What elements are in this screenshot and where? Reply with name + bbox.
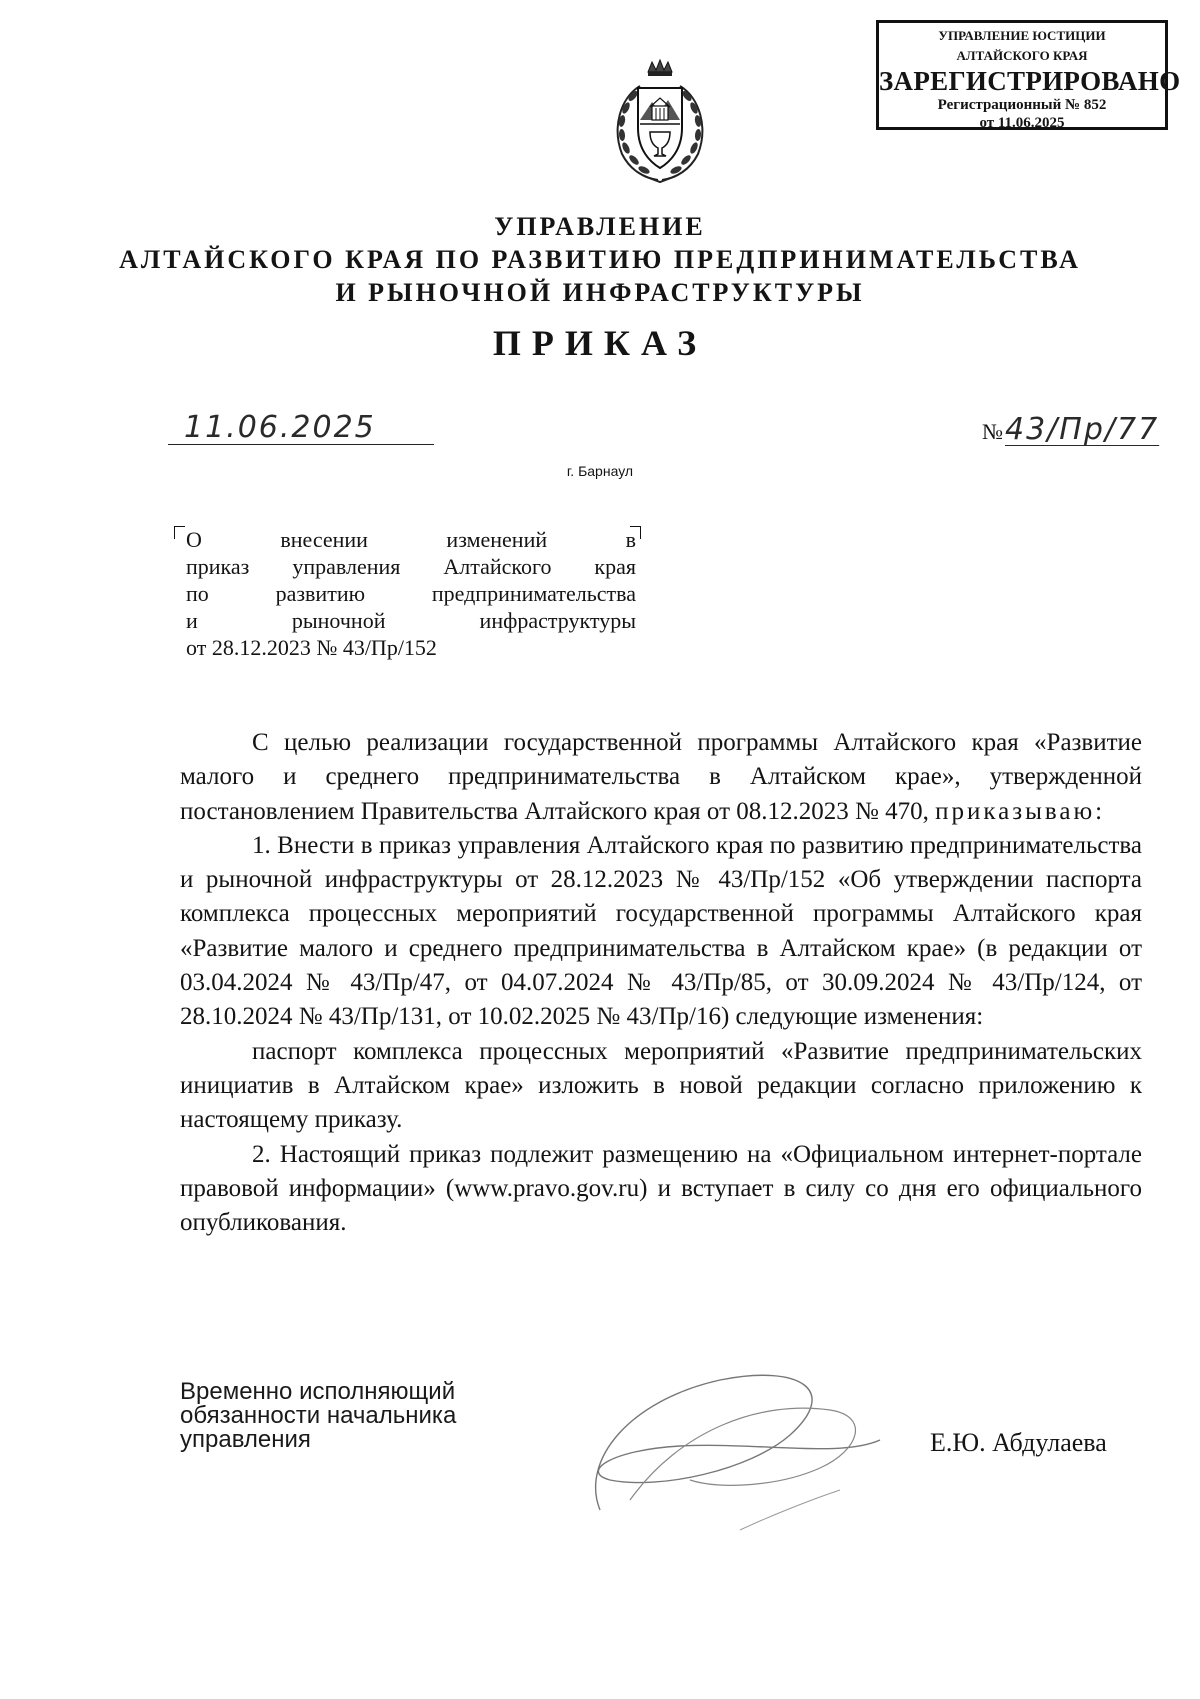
order-date-handwritten: 11.06.2025 <box>184 410 376 445</box>
signer-position-line3: управления <box>180 1426 311 1453</box>
subject-line-4: и рыночной инфраструктуры <box>186 608 636 633</box>
handwritten-signature <box>540 1340 940 1540</box>
stamp-org-line2: АЛТАЙСКОГО КРАЯ <box>956 48 1088 63</box>
stamp-reg-line <box>879 96 1165 114</box>
registration-stamp <box>876 20 1181 131</box>
order-number-handwritten: 43/Пр/77 <box>1005 412 1160 447</box>
subject-line-2: приказ управления Алтайского края <box>186 554 636 579</box>
header-line-2: АЛТАЙСКОГО КРАЯ ПО РАЗВИТИЮ ПРЕДПРИНИМАТЕЛЬСТВА <box>119 245 1081 274</box>
subject-line-5: от 28.12.2023 № 43/Пр/152 <box>186 635 437 660</box>
stamp-org-line1: УПРАВЛЕНИЕ ЮСТИЦИИ <box>938 28 1106 43</box>
subject-line-1: О внесении изменений в <box>186 527 636 552</box>
item-2: 2. Настоящий приказ подлежит размещению на «Официальном интернет-портале правовой информации» (www.pravo.gov.ru) и вступает в силу со дня его официального опубликования. <box>180 1140 1142 1237</box>
date-underline <box>168 444 434 445</box>
signer-position <box>180 1380 520 1452</box>
decree-word: приказываю: <box>935 797 1106 825</box>
preamble-text: С целью реализации государственной программы Алтайского края «Развитие малого и среднего предпринимательства в Алтайском крае», утвержденной постановлением Правительства Алтайского края от 08.12.2023 № 470, <box>180 729 1142 825</box>
item-1: 1. Внести в приказ управления Алтайского края по развитию предпринимательства и рыночной инфраструктуры от 28.12.2023 № 43/Пр/152 «Об утверждении паспорта комплекса процессных мероприятий государственной программы Алтайского края «Развитие малого и среднего предпринимательства в Алтайском крае» (в редакции от 03.04.2024 № 43/Пр/47, от 04.07.2024 № 43/Пр/85, от 30.09.2024 № 43/Пр/124, от 28.10.2024 № 43/Пр/131, от 10.02.2025 № 43/Пр/16) следующие изменения: <box>180 831 1142 1031</box>
subject-bracket-left <box>174 526 185 539</box>
subject-line-3: по развитию предпринимательства <box>186 581 636 606</box>
signer-position-line2: обязанности начальника <box>180 1402 457 1429</box>
header-line-3: И РЫНОЧНОЙ ИНФРАСТРУКТУРЫ <box>335 278 865 307</box>
order-number <box>982 412 1159 447</box>
signer-name: Е.Ю. Абдулаева <box>930 1428 1107 1457</box>
city-label: г. Барнаул <box>566 463 634 479</box>
stamp-date-label: от <box>979 115 995 131</box>
altai-krai-coat-of-arms-icon <box>600 58 720 186</box>
header-line-1: УПРАВЛЕНИЕ <box>494 212 706 241</box>
stamp-date-line <box>879 114 1165 132</box>
document-title: ПРИКАЗ <box>492 323 708 363</box>
stamp-reg-number: 852 <box>1083 97 1107 113</box>
order-body <box>180 726 1142 1240</box>
order-subject <box>186 526 636 661</box>
preamble-paragraph <box>180 726 1142 829</box>
signer-position-line1: Временно исполняющий <box>180 1378 456 1405</box>
item-1-sub: паспорт комплекса процессных мероприятий «Развитие предпринимательских инициатив в Алтайском крае» изложить в новой редакции согласно приложению к настоящему приказу. <box>180 1037 1142 1134</box>
stamp-title: ЗАРЕГИСТРИРОВАНО <box>879 66 1181 96</box>
stamp-reg-label: Регистрационный № <box>937 97 1081 113</box>
stamp-date: 11.06.2025 <box>997 115 1065 131</box>
number-sign: № <box>982 419 1003 444</box>
